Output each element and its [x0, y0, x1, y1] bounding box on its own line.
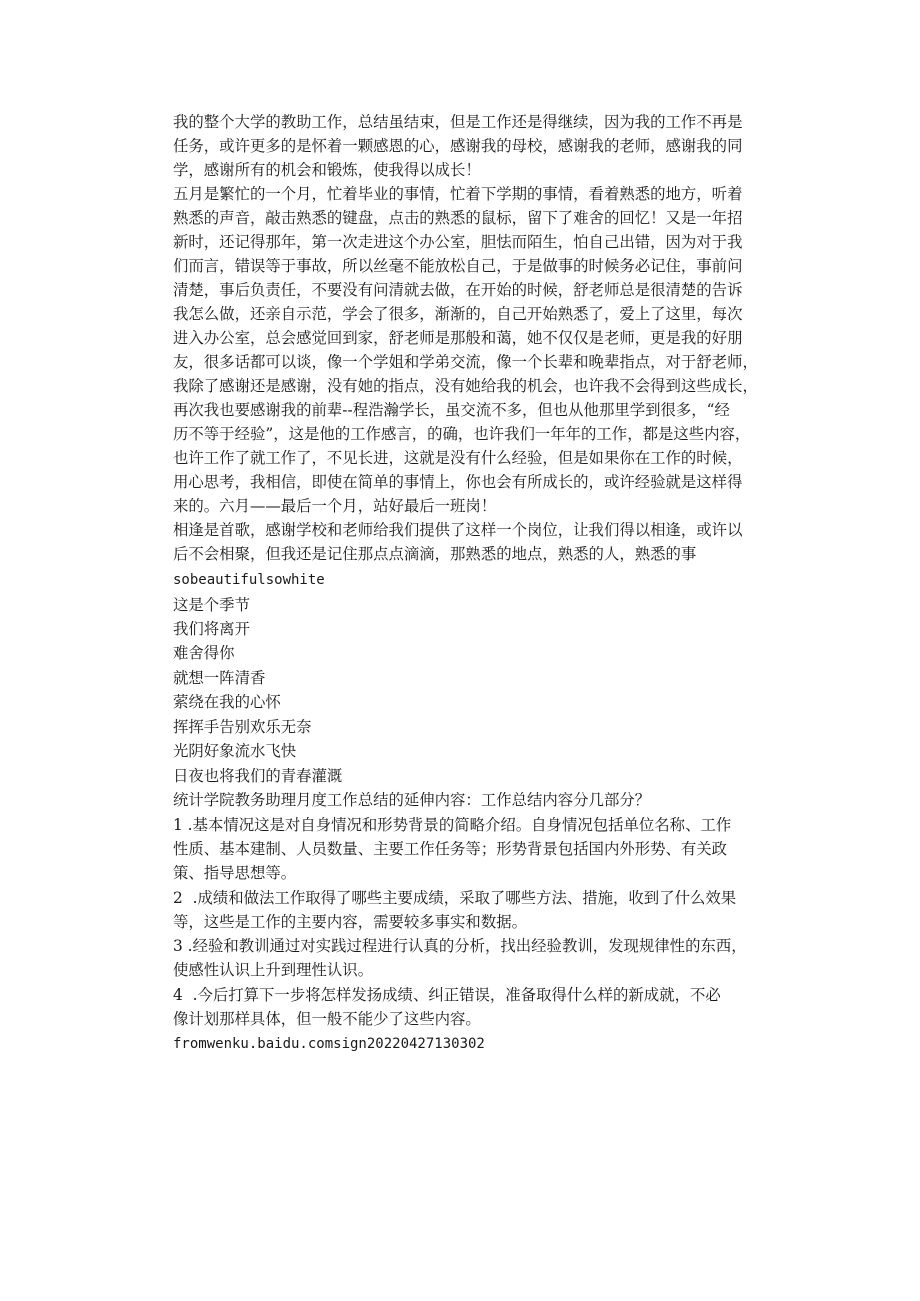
text-line: 我怎么做，还亲自示范，学会了很多，渐渐的，自己开始熟悉了，爱上了这里，每次: [173, 305, 743, 323]
song-line: 难舍得你: [173, 644, 235, 662]
text-line: 熟悉的声音，敲击熟悉的键盘，点击的熟悉的鼠标，留下了难舍的回忆！又是一年招: [173, 209, 743, 227]
text-line: 我的整个大学的教助工作，总结虽结束，但是工作还是得继续，因为我的工作不再是: [173, 113, 743, 131]
song-line: 萦绕在我的心怀: [173, 693, 281, 711]
list-item-line: 性质、基本建制、人员数量、主要工作任务等；形势背景包括国内外形势、有关政: [173, 840, 728, 858]
list-item-line: 2 .成绩和做法工作取得了哪些主要成绩，采取了哪些方法、措施，收到了什么效果: [173, 889, 737, 907]
section-heading: 统计学院教务助理月度工作总结的延伸内容：工作总结内容分几部分？: [173, 791, 651, 809]
text-line: 友，很多话都可以谈，像一个学姐和学弟交流，像一个长辈和晚辈指点，对于舒老师，: [173, 353, 758, 371]
list-item-line: 策、指导思想等。: [173, 864, 297, 882]
text-line: 相逢是首歌，感谢学校和老师给我们提供了这样一个岗位，让我们得以相逢，或许以: [173, 521, 743, 539]
list-item-line: 1 .基本情况这是对自身情况和形势背景的简略介绍。自身情况包括单位名称、工作: [173, 816, 732, 834]
text-line: 来的。六月——最后一个月，站好最后一班岗！: [173, 497, 497, 515]
text-line: 新时，还记得那年，第一次走进这个办公室，胆怯而陌生，怕自己出错，因为对于我: [173, 233, 743, 251]
text-line: 也许工作了就工作了，不见长进，这就是没有什么经验，但是如果你在工作的时候，: [173, 449, 743, 467]
list-item-line: 4 .今后打算下一步将怎样发扬成绩、纠正错误，准备取得什么样的新成就，不必: [173, 986, 721, 1004]
text-line: 进入办公室，总会感觉回到家，舒老师是那般和蔼，她不仅仅是老师，更是我的好朋: [173, 329, 743, 347]
text-line: 清楚，事后负责任，不要没有问清就去做，在开始的时候，舒老师总是很清楚的告诉: [173, 281, 743, 299]
text-line: 学，感谢所有的机会和锻炼，使我得以成长！: [173, 161, 481, 179]
list-item-line: 使感性认识上升到理性认识。: [173, 961, 374, 979]
song-line: 就想一阵清香: [173, 669, 266, 687]
song-line: 光阴好象流水飞快: [173, 742, 297, 760]
text-line: 任务，或许更多的是怀着一颗感恩的心，感谢我的母校，感谢我的老师，感谢我的同: [173, 137, 743, 155]
list-item-line: 3 .经验和教训通过对实践过程进行认真的分析，找出经验教训，发现规律性的东西，: [173, 937, 747, 955]
song-line: 日夜也将我们的青春灌溉: [173, 767, 343, 785]
text-line: 用心思考，我相信，即使在简单的事情上，你也会有所成长的，或许经验就是这样得: [173, 473, 743, 491]
text-line: 再次我也要感谢我的前辈--程浩瀚学长，虽交流不多，但也从他那里学到很多，“经: [173, 401, 730, 419]
list-item-line: 像计划那样具体，但一般不能少了这些内容。: [173, 1010, 481, 1028]
text-line: 历不等于经验”，这是他的工作感言，的确，也许我们一年年的工作，都是这些内容，: [173, 425, 751, 443]
source-footer: fromwenku.baidu.comsign20220427130302: [173, 1036, 485, 1052]
song-line: 我们将离开: [173, 620, 250, 638]
text-line: 五月是繁忙的一个月，忙着毕业的事情，忙着下学期的事情，看着熟悉的地方，听着: [173, 185, 743, 203]
song-line: 这是个季节: [173, 596, 250, 614]
song-line: 挥挥手告别欢乐无奈: [173, 718, 312, 736]
text-line: 我除了感谢还是感谢，没有她的指点，没有她给我的机会，也许我不会得到这些成长，: [173, 377, 758, 395]
text-line: 后不会相聚，但我还是记住那点点滴滴，那熟悉的地点，熟悉的人，熟悉的事: [173, 545, 697, 563]
text-line: 们而言，错误等于事故，所以丝毫不能放松自己，于是做事的时候务必记住，事前问: [173, 257, 743, 275]
song-title: sobeautifulsowhite: [173, 572, 325, 588]
list-item-line: 等，这些是工作的主要内容，需要较多事实和数据。: [173, 913, 527, 931]
